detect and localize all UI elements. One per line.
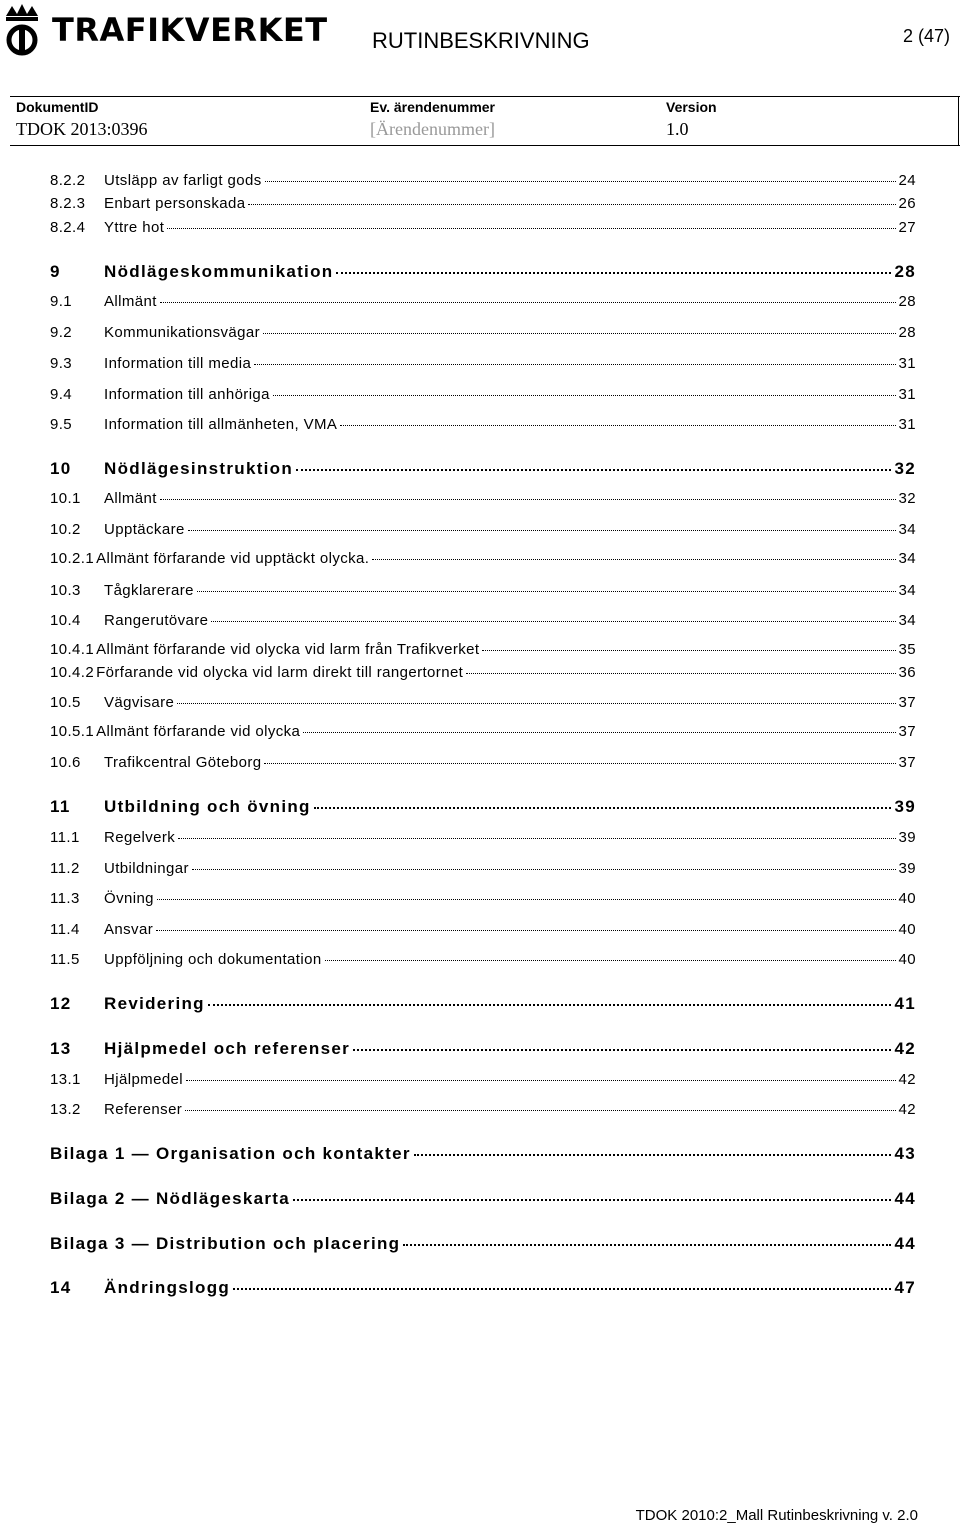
dot-leader	[211, 621, 895, 622]
dot-leader	[353, 1049, 891, 1051]
dot-leader	[265, 181, 896, 182]
toc-entry[interactable]: 10.1 Allmänt 32	[50, 490, 916, 507]
dot-leader	[254, 364, 895, 365]
brand-name: TRAFIKVERKET	[52, 11, 328, 49]
dot-leader	[293, 1199, 891, 1201]
dot-leader	[160, 302, 896, 303]
dot-leader	[466, 673, 895, 674]
document-meta-table	[10, 96, 960, 146]
dot-leader	[208, 1004, 892, 1006]
dot-leader	[197, 591, 896, 592]
toc-entry[interactable]: 10.4.2 Förfarande vid olycka vid larm direkt till rangertornet 36	[50, 664, 916, 681]
toc-entry[interactable]: 10.4 Rangerutövare 34	[50, 612, 916, 629]
toc-entry[interactable]: 10.2.1 Allmänt förfarande vid upptäckt olycka. 34	[50, 550, 916, 567]
version-value: 1.0	[666, 119, 689, 139]
toc-entry[interactable]: 13.2 Referenser 42	[50, 1101, 916, 1118]
crown-logo-icon	[0, 2, 44, 58]
doc-id-label: DokumentID	[16, 99, 99, 115]
dot-leader	[248, 204, 895, 205]
toc-entry[interactable]: 8.2.3 Enbart personskada 26	[50, 195, 916, 212]
dot-leader	[233, 1288, 891, 1290]
dot-leader	[482, 650, 895, 651]
toc-entry[interactable]: 11.1 Regelverk 39	[50, 829, 916, 846]
toc-entry[interactable]: 13.1 Hjälpmedel 42	[50, 1071, 916, 1088]
toc-entry[interactable]: 10.3 Tågklarerare 34	[50, 582, 916, 599]
toc-appendix[interactable]: Bilaga 3 — Distribution och placering 44	[50, 1234, 916, 1253]
toc-chapter[interactable]: 11 Utbildning och övning 39	[50, 797, 916, 816]
dot-leader	[403, 1244, 891, 1246]
toc-entry[interactable]: 10.6 Trafikcentral Göteborg 37	[50, 754, 916, 771]
toc-chapter[interactable]: 12 Revidering 41	[50, 994, 916, 1013]
dot-leader	[414, 1154, 892, 1156]
toc-entry[interactable]: 10.4.1 Allmänt förfarande vid olycka vid larm från Trafikverket 35	[50, 641, 916, 658]
dot-leader	[340, 425, 895, 426]
dot-leader	[296, 469, 891, 471]
dot-leader	[157, 899, 896, 900]
toc-entry[interactable]: 9.4 Information till anhöriga 31	[50, 386, 916, 403]
toc-entry[interactable]: 8.2.2 Utsläpp av farligt gods 24	[50, 172, 916, 189]
dot-leader	[314, 807, 892, 809]
toc-appendix[interactable]: Bilaga 1 — Organisation och kontakter 43	[50, 1144, 916, 1163]
version-label: Version	[666, 99, 717, 115]
trafikverket-logo	[0, 2, 328, 58]
toc-chapter[interactable]: 10 Nödlägesinstruktion 32	[50, 459, 916, 478]
toc-entry[interactable]: 9.5 Information till allmänheten, VMA 31	[50, 416, 916, 433]
toc-entry[interactable]: 9.2 Kommunikationsvägar 28	[50, 324, 916, 341]
doc-id-value: TDOK 2013:0396	[16, 119, 148, 139]
dot-leader	[188, 530, 896, 531]
document-type: RUTINBESKRIVNING	[372, 28, 590, 53]
dot-leader	[167, 228, 895, 229]
table-divider	[958, 97, 959, 145]
dot-leader	[372, 559, 895, 560]
dot-leader	[156, 930, 895, 931]
dot-leader	[264, 763, 895, 764]
toc-appendix[interactable]: Bilaga 2 — Nödlägeskarta 44	[50, 1189, 916, 1208]
toc-entry[interactable]: 10.5 Vägvisare 37	[50, 694, 916, 711]
dot-leader	[186, 1080, 895, 1081]
page-number: 2 (47)	[902, 26, 950, 46]
dot-leader	[192, 869, 896, 870]
toc-entry[interactable]: 11.4 Ansvar 40	[50, 921, 916, 938]
toc-chapter[interactable]: 14 Ändringslogg 47	[50, 1278, 916, 1297]
dot-leader	[273, 395, 896, 396]
toc-entry[interactable]: 9.1 Allmänt 28	[50, 293, 916, 310]
dot-leader	[336, 272, 891, 274]
toc-chapter[interactable]: 9 Nödlägeskommunikation 28	[50, 262, 916, 281]
toc-entry[interactable]: 9.3 Information till media 31	[50, 355, 916, 372]
case-number-value: [Ärendenummer]	[370, 119, 495, 139]
dot-leader	[178, 838, 895, 839]
toc-entry[interactable]: 8.2.4 Yttre hot 27	[50, 219, 916, 236]
dot-leader	[160, 499, 896, 500]
template-footer: TDOK 2010:2_Mall Rutinbeskrivning v. 2.0	[635, 1507, 918, 1524]
toc-entry[interactable]: 10.2 Upptäckare 34	[50, 521, 916, 538]
case-number-label: Ev. ärendenummer	[370, 99, 496, 115]
toc-chapter[interactable]: 13 Hjälpmedel och referenser 42	[50, 1039, 916, 1058]
dot-leader	[325, 960, 896, 961]
dot-leader	[263, 333, 895, 334]
dot-leader	[185, 1110, 895, 1111]
dot-leader	[177, 703, 895, 704]
toc-entry[interactable]: 11.5 Uppföljning och dokumentation 40	[50, 951, 916, 968]
toc-entry[interactable]: 11.2 Utbildningar 39	[50, 860, 916, 877]
toc-entry[interactable]: 10.5.1 Allmänt förfarande vid olycka 37	[50, 723, 916, 740]
dot-leader	[303, 732, 895, 733]
toc-entry[interactable]: 11.3 Övning 40	[50, 890, 916, 907]
